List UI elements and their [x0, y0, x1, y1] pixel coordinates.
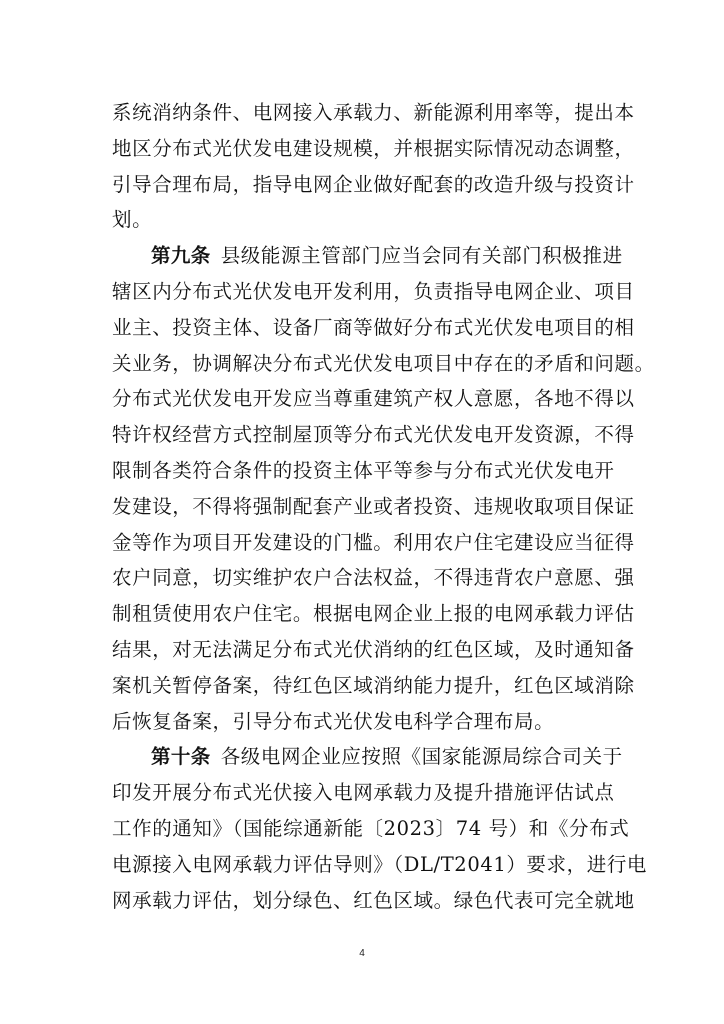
article-9-first-line: 第九条 县级能源主管部门应当会同有关部门积极推进	[151, 244, 623, 268]
text-line: 引导合理布局，指导电网企业做好配套的改造升级与投资计	[112, 172, 635, 196]
text-line: 印发开展分布式光伏接入电网承载力及提升措施评估试点	[112, 781, 615, 805]
text-line: 系统消纳条件、电网接入承载力、新能源利用率等，提出本	[112, 101, 635, 124]
text-line: 后恢复备案，引导分布式光伏发电科学合理布局。	[112, 709, 555, 733]
text-line: 工作的通知》（国能综通新能〔2023〕74 号）和《分布式	[112, 816, 630, 840]
text-line: 划。	[112, 208, 153, 232]
article-heading: 第九条	[151, 244, 211, 268]
text-line: 关业务，协调解决分布式光伏发电项目中存在的矛盾和问题。	[112, 351, 655, 375]
article-heading: 第十条	[151, 745, 211, 769]
text-line: 制租赁使用农户住宅。根据电网企业上报的电网承载力评估	[112, 602, 635, 626]
text-line: 辖区内分布式光伏发电开发利用，负责指导电网企业、项目	[112, 279, 635, 303]
text-line: 限制各类符合条件的投资主体平等参与分布式光伏发电开	[112, 458, 615, 482]
body-text	[112, 95, 655, 918]
text-line: 案机关暂停备案，待红色区域消纳能力提升，红色区域消除	[112, 673, 635, 697]
page-number: 4	[359, 948, 365, 959]
text-line: 业主、投资主体、设备厂商等做好分布式光伏发电项目的相	[112, 315, 635, 339]
text-line: 发建设，不得将强制配套产业或者投资、违规收取项目保证	[112, 494, 635, 518]
text-line: 特许权经营方式控制屋顶等分布式光伏发电开发资源，不得	[112, 423, 635, 447]
article-10-first-line: 第十条 各级电网企业应按照《国家能源局综合司关于	[151, 745, 623, 769]
text-line: 电源接入电网承载力评估导则》（DL/T2041）要求，进行电	[112, 852, 648, 876]
text-line: 分布式光伏发电开发应当尊重建筑产权人意愿，各地不得以	[112, 387, 635, 411]
text-line: 金等作为项目开发建设的门槛。利用农户住宅建设应当征得	[112, 530, 635, 554]
text-line: 结果，对无法满足分布式光伏消纳的红色区域，及时通知备	[112, 637, 635, 661]
text-line: 地区分布式光伏发电建设规模，并根据实际情况动态调整，	[112, 136, 635, 160]
text-line: 网承载力评估，划分绿色、红色区域。绿色代表可完全就地	[112, 888, 635, 912]
text-line: 农户同意，切实维护农户合法权益，不得违背农户意愿、强	[112, 566, 635, 590]
